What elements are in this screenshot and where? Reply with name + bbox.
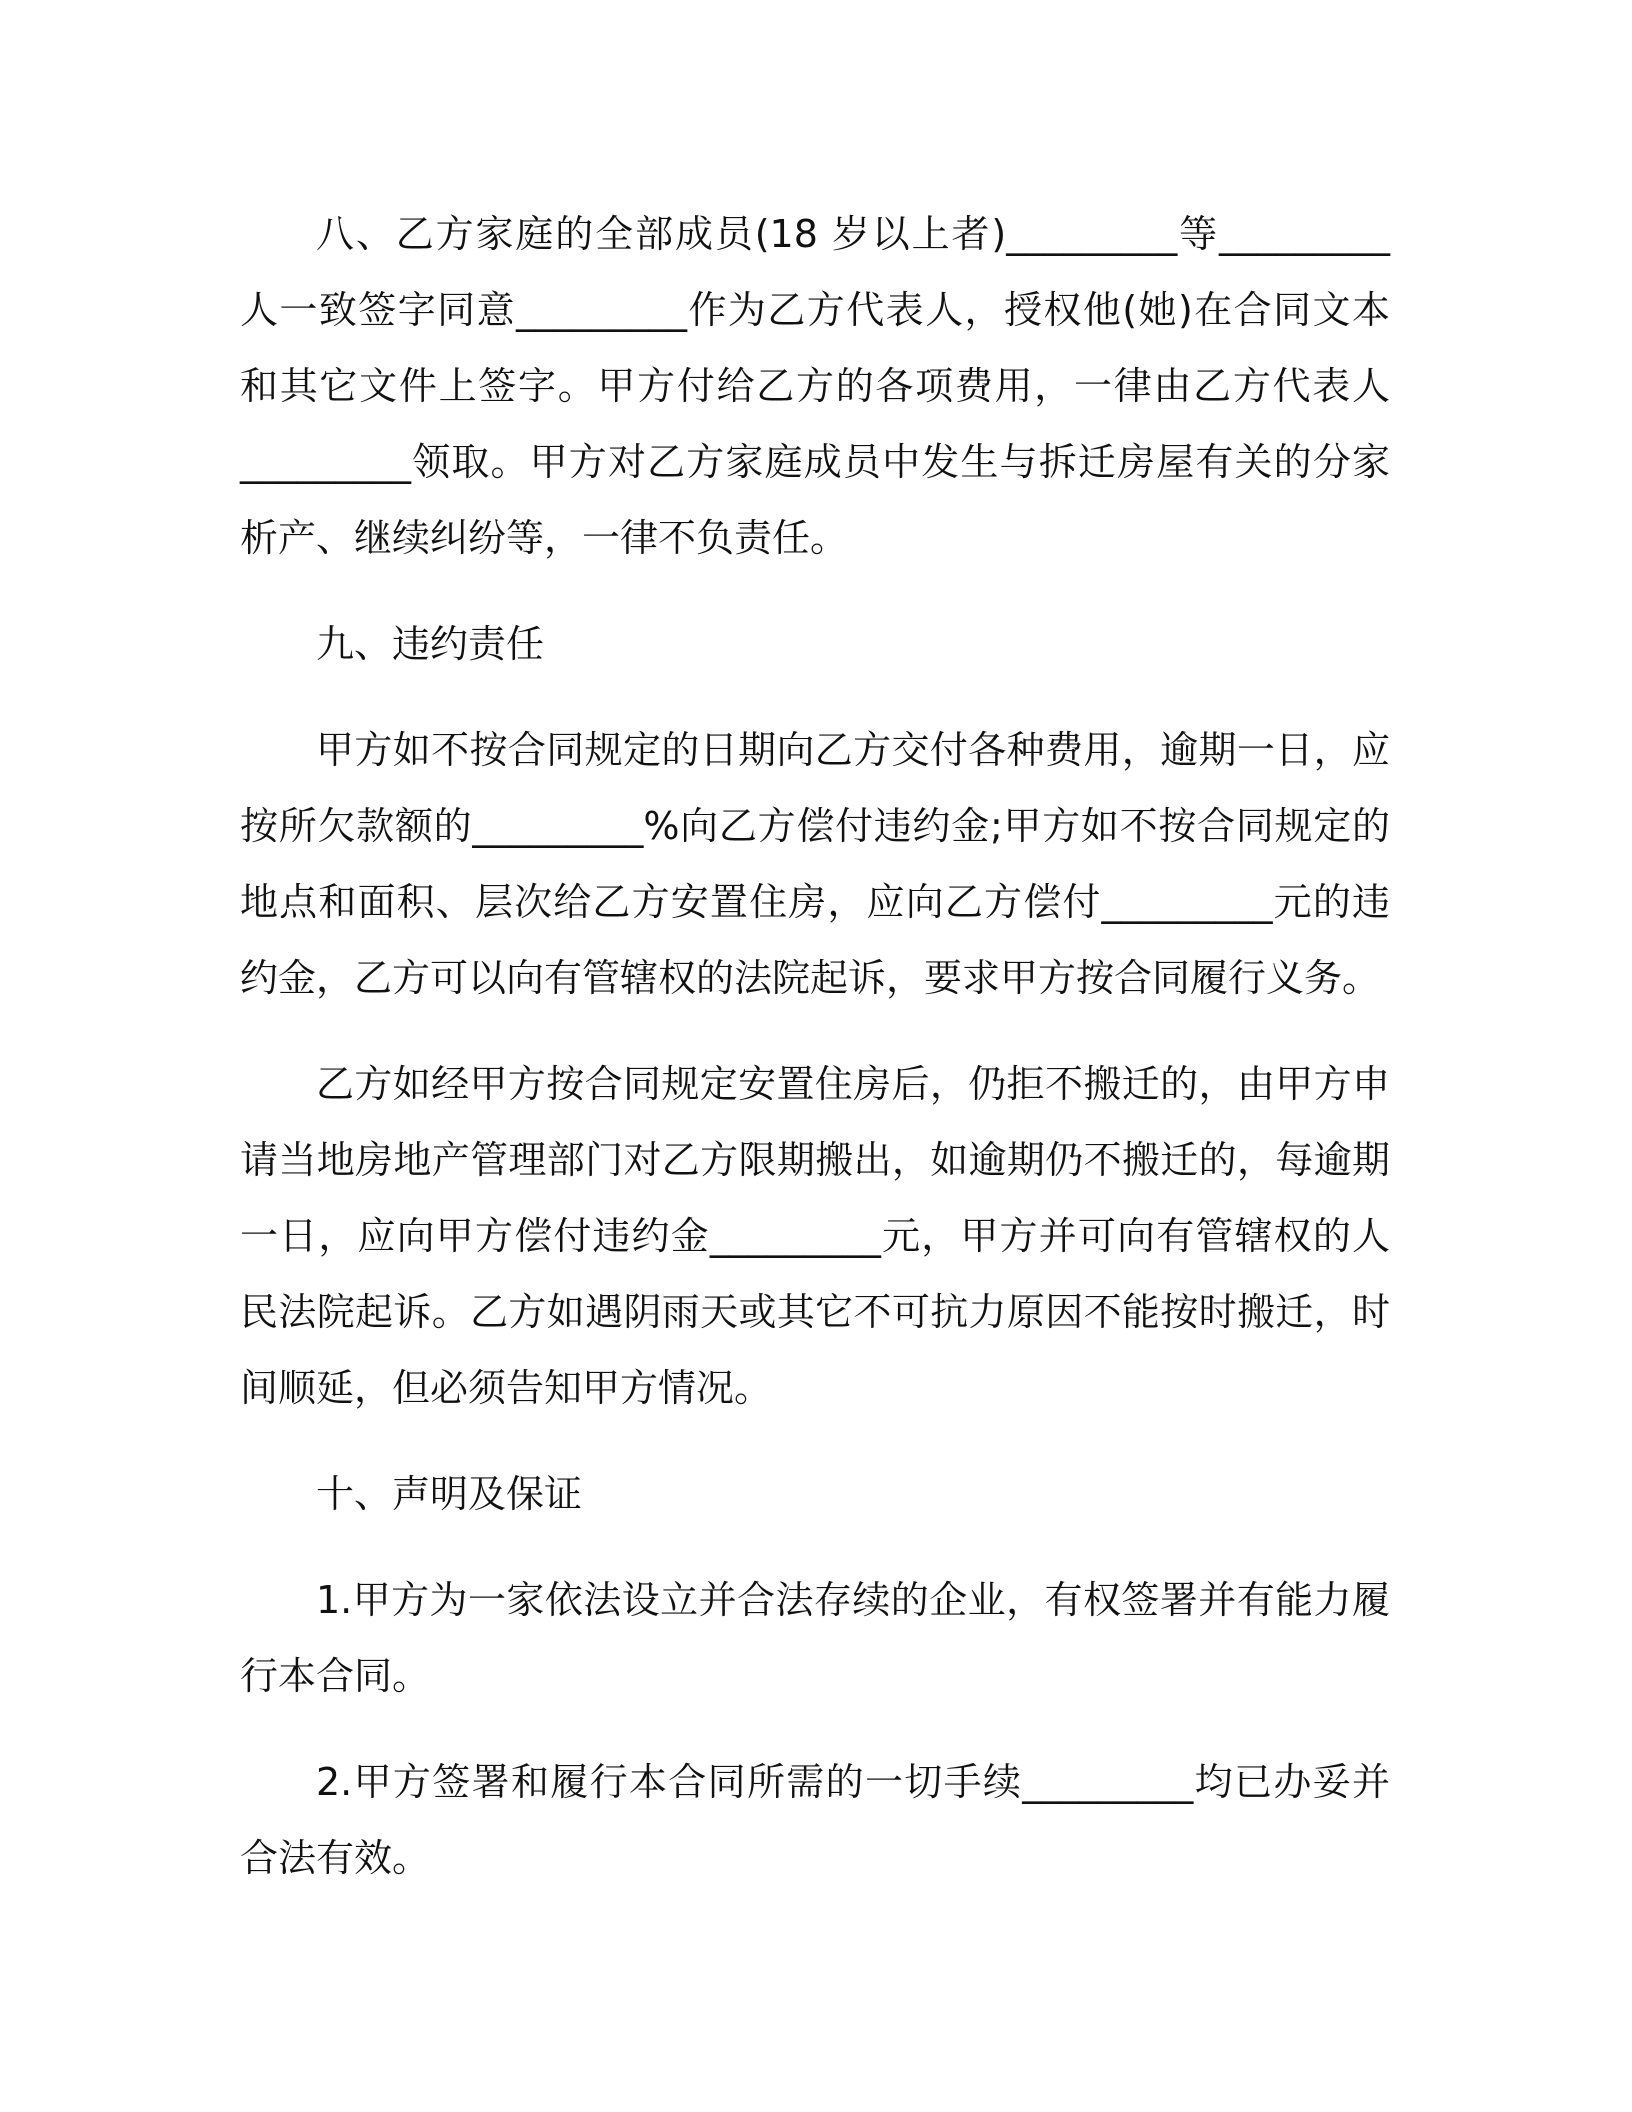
clause-9-paragraph-1: 甲方如不按合同规定的日期向乙方交付各种费用，逾期一日，应按所欠款额的_________%向乙方偿付违约金;甲方如不按合同规定的地点和面积、层次给乙方安置住房，应向乙方偿付_________元的违约金，乙方可以向有管辖权的法院起诉，要求甲方按合同履行义务。 [240,728,1390,1000]
document-page [240,196,1390,1896]
clause-10-item-1: 1.甲方为一家依法设立并合法存续的企业，有权签署并有能力履行本合同。 [240,1578,1390,1698]
clause-8-paragraph: 八、乙方家庭的全部成员(18 岁以上者)_________等_________人一致签字同意_________作为乙方代表人，授权他(她)在合同文本和其它文件上签字。甲方付给乙方的各项费用，一律由乙方代表人_________领取。甲方对乙方家庭成员中发生与拆迁房屋有关的分家析产、继续纠纷等，一律不负责任。 [240,212,1390,560]
clause-9-paragraph-2: 乙方如经甲方按合同规定安置住房后，仍拒不搬迁的，由甲方申请当地房地产管理部门对乙方限期搬出，如逾期仍不搬迁的，每逾期一日，应向甲方偿付违约金_________元，甲方并可向有管辖权的人民法院起诉。乙方如遇阴雨天或其它不可抗力原因不能按时搬迁，时间顺延，但必须告知甲方情况。 [240,1062,1390,1410]
section-9-heading: 九、违约责任 [316,622,545,666]
section-10-heading: 十、声明及保证 [316,1472,583,1516]
clause-10-item-2: 2.甲方签署和履行本合同所需的一切手续_________均已办妥并合法有效。 [240,1760,1390,1880]
